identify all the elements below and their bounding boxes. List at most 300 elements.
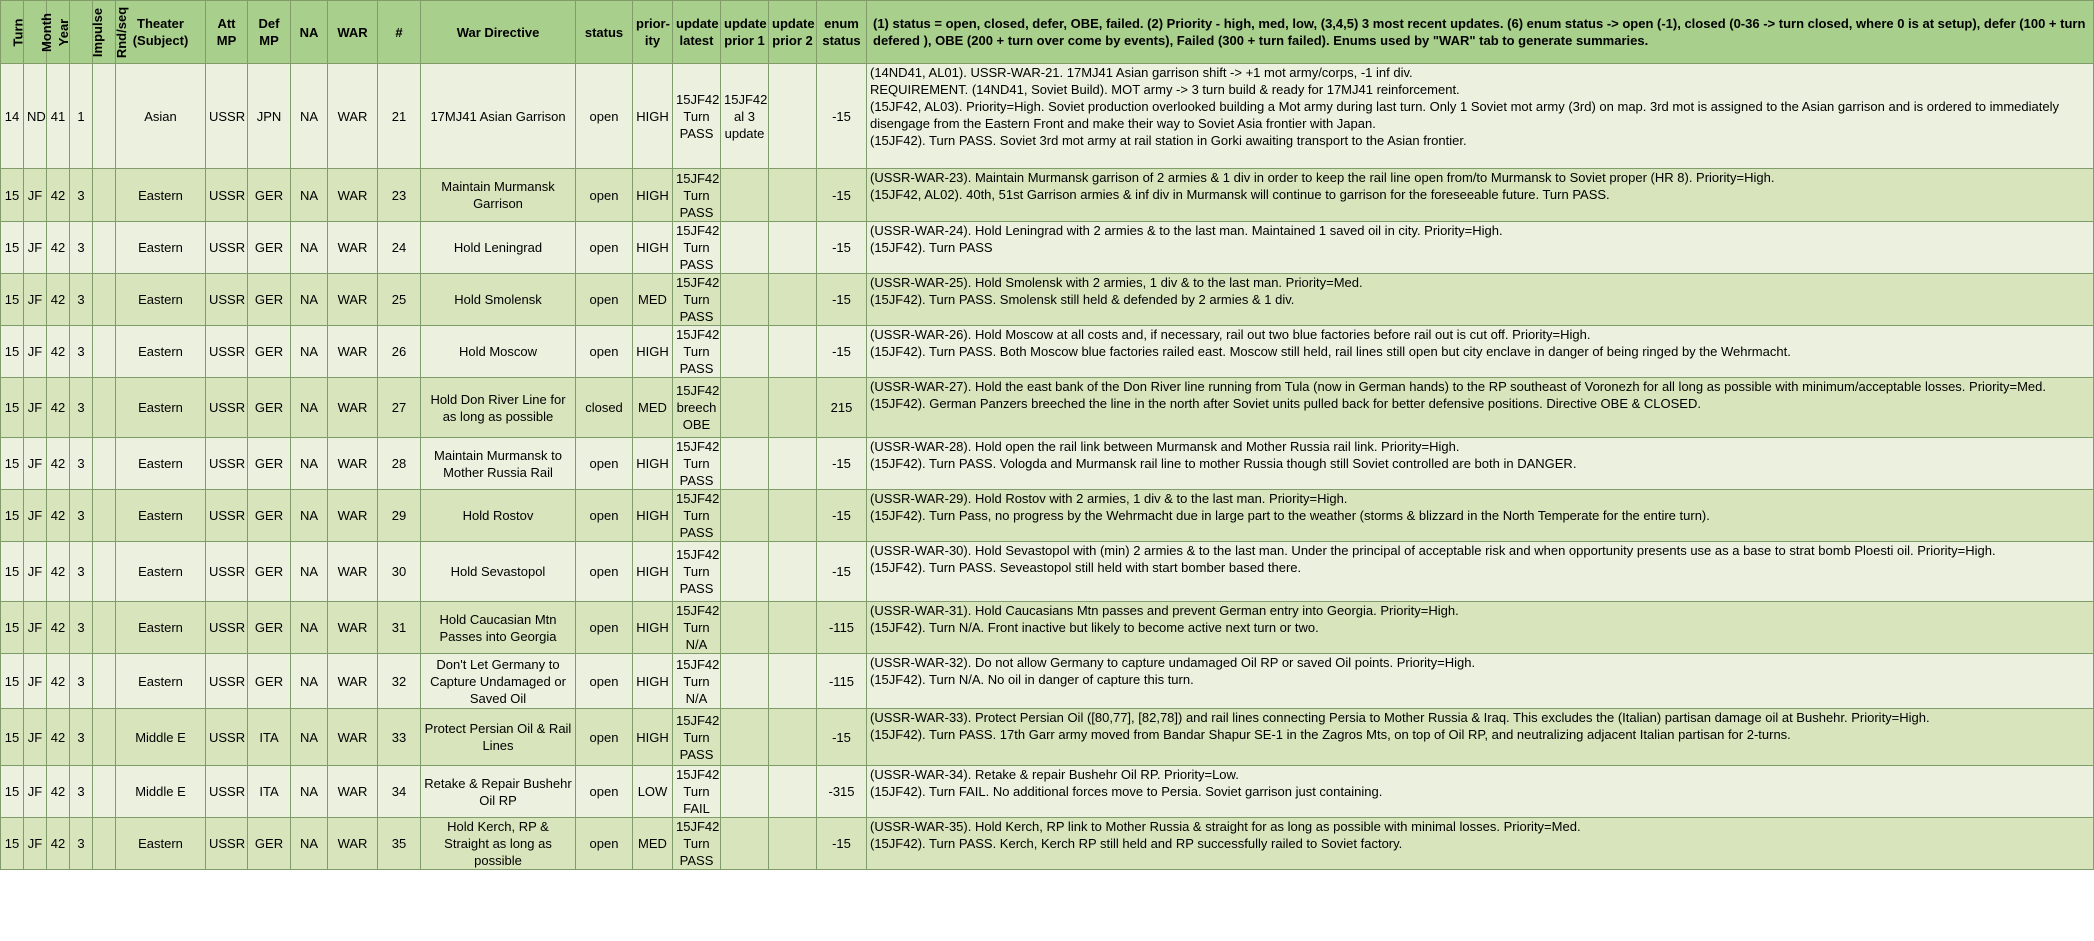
cell-notes[interactable]: [867, 766, 2094, 818]
col-header-update-prior2[interactable]: update prior 2: [769, 1, 817, 64]
cell-def-mp[interactable]: GER: [248, 274, 291, 326]
cell-rndseq[interactable]: [93, 326, 116, 378]
cell-status[interactable]: open: [576, 438, 633, 490]
cell-impulse[interactable]: 3: [70, 818, 93, 870]
cell-turn[interactable]: 15: [1, 438, 24, 490]
cell-notes[interactable]: [867, 378, 2094, 438]
col-header-att-mp[interactable]: Att MP: [206, 1, 248, 64]
cell-priority[interactable]: LOW: [633, 766, 673, 818]
cell-theater[interactable]: Eastern: [116, 490, 206, 542]
cell-theater[interactable]: Eastern: [116, 542, 206, 602]
col-header-priority[interactable]: prior-ity: [633, 1, 673, 64]
table-row[interactable]: [1, 602, 2094, 654]
table-row[interactable]: [1, 222, 2094, 274]
cell-month[interactable]: JF: [24, 818, 47, 870]
cell-update-prior1[interactable]: [721, 274, 769, 326]
cell-number[interactable]: 34: [378, 766, 421, 818]
cell-notes[interactable]: [867, 818, 2094, 870]
cell-update-latest[interactable]: [673, 490, 721, 542]
col-header-war[interactable]: WAR: [328, 1, 378, 64]
cell-status[interactable]: open: [576, 766, 633, 818]
cell-status[interactable]: open: [576, 542, 633, 602]
cell-enum-status[interactable]: -15: [817, 169, 867, 222]
cell-theater[interactable]: Eastern: [116, 326, 206, 378]
col-header-year[interactable]: Year: [47, 1, 70, 64]
cell-update-prior2[interactable]: [769, 378, 817, 438]
cell-update-prior1[interactable]: [721, 438, 769, 490]
cell-directive[interactable]: Don't Let Germany to Capture Undamaged or Saved Oil: [421, 654, 576, 709]
cell-war[interactable]: WAR: [328, 709, 378, 766]
cell-year[interactable]: 42: [47, 326, 70, 378]
cell-def-mp[interactable]: GER: [248, 490, 291, 542]
cell-att-mp[interactable]: USSR: [206, 542, 248, 602]
cell-update-latest[interactable]: [673, 274, 721, 326]
cell-directive[interactable]: Hold Leningrad: [421, 222, 576, 274]
cell-theater[interactable]: Middle E: [116, 709, 206, 766]
cell-notes[interactable]: [867, 490, 2094, 542]
cell-update-prior1[interactable]: [721, 818, 769, 870]
cell-att-mp[interactable]: USSR: [206, 818, 248, 870]
cell-war[interactable]: WAR: [328, 326, 378, 378]
cell-enum-status[interactable]: -15: [817, 222, 867, 274]
cell-notes[interactable]: [867, 542, 2094, 602]
cell-year[interactable]: 42: [47, 490, 70, 542]
table-row[interactable]: [1, 438, 2094, 490]
cell-turn[interactable]: 15: [1, 766, 24, 818]
cell-war[interactable]: WAR: [328, 602, 378, 654]
cell-notes[interactable]: [867, 654, 2094, 709]
cell-war[interactable]: WAR: [328, 654, 378, 709]
cell-month[interactable]: JF: [24, 490, 47, 542]
cell-def-mp[interactable]: GER: [248, 326, 291, 378]
cell-impulse[interactable]: 3: [70, 378, 93, 438]
cell-theater[interactable]: Eastern: [116, 818, 206, 870]
cell-impulse[interactable]: 3: [70, 766, 93, 818]
cell-month[interactable]: JF: [24, 169, 47, 222]
cell-theater[interactable]: Eastern: [116, 378, 206, 438]
cell-rndseq[interactable]: [93, 709, 116, 766]
cell-status[interactable]: open: [576, 274, 633, 326]
col-header-update-latest[interactable]: update latest: [673, 1, 721, 64]
cell-update-prior2[interactable]: [769, 818, 817, 870]
table-row[interactable]: [1, 709, 2094, 766]
col-header-month[interactable]: Month: [24, 1, 47, 64]
cell-update-prior1[interactable]: [721, 326, 769, 378]
cell-update-prior1[interactable]: [721, 222, 769, 274]
cell-theater[interactable]: Eastern: [116, 438, 206, 490]
cell-year[interactable]: 41: [47, 64, 70, 169]
cell-na[interactable]: NA: [291, 378, 328, 438]
cell-number[interactable]: 30: [378, 542, 421, 602]
cell-att-mp[interactable]: USSR: [206, 326, 248, 378]
cell-number[interactable]: 31: [378, 602, 421, 654]
cell-enum-status[interactable]: -15: [817, 274, 867, 326]
cell-priority[interactable]: HIGH: [633, 169, 673, 222]
cell-war[interactable]: WAR: [328, 818, 378, 870]
cell-att-mp[interactable]: USSR: [206, 274, 248, 326]
cell-def-mp[interactable]: GER: [248, 169, 291, 222]
cell-enum-status[interactable]: -15: [817, 64, 867, 169]
cell-month[interactable]: JF: [24, 542, 47, 602]
col-header-status[interactable]: status: [576, 1, 633, 64]
cell-war[interactable]: WAR: [328, 766, 378, 818]
cell-directive[interactable]: Protect Persian Oil & Rail Lines: [421, 709, 576, 766]
cell-impulse[interactable]: 3: [70, 438, 93, 490]
table-row[interactable]: [1, 818, 2094, 870]
cell-rndseq[interactable]: [93, 438, 116, 490]
cell-year[interactable]: 42: [47, 378, 70, 438]
cell-att-mp[interactable]: USSR: [206, 169, 248, 222]
cell-war[interactable]: WAR: [328, 274, 378, 326]
cell-notes[interactable]: [867, 222, 2094, 274]
cell-war[interactable]: WAR: [328, 542, 378, 602]
cell-priority[interactable]: HIGH: [633, 64, 673, 169]
cell-update-latest[interactable]: [673, 818, 721, 870]
cell-status[interactable]: open: [576, 490, 633, 542]
cell-att-mp[interactable]: USSR: [206, 378, 248, 438]
cell-notes[interactable]: [867, 274, 2094, 326]
cell-update-prior2[interactable]: [769, 542, 817, 602]
cell-turn[interactable]: 15: [1, 602, 24, 654]
cell-def-mp[interactable]: ITA: [248, 766, 291, 818]
cell-war[interactable]: WAR: [328, 490, 378, 542]
col-header-na[interactable]: NA: [291, 1, 328, 64]
cell-number[interactable]: 29: [378, 490, 421, 542]
cell-month[interactable]: JF: [24, 654, 47, 709]
cell-def-mp[interactable]: ITA: [248, 709, 291, 766]
cell-att-mp[interactable]: USSR: [206, 602, 248, 654]
cell-na[interactable]: NA: [291, 818, 328, 870]
cell-impulse[interactable]: 3: [70, 709, 93, 766]
cell-month[interactable]: ND: [24, 64, 47, 169]
cell-def-mp[interactable]: GER: [248, 222, 291, 274]
cell-turn[interactable]: 15: [1, 490, 24, 542]
cell-update-prior2[interactable]: [769, 274, 817, 326]
cell-status[interactable]: open: [576, 326, 633, 378]
cell-number[interactable]: 24: [378, 222, 421, 274]
cell-update-prior1[interactable]: [721, 169, 769, 222]
cell-war[interactable]: WAR: [328, 64, 378, 169]
cell-impulse[interactable]: 1: [70, 64, 93, 169]
cell-year[interactable]: 42: [47, 169, 70, 222]
col-header-directive[interactable]: War Directive: [421, 1, 576, 64]
cell-update-prior1[interactable]: [721, 654, 769, 709]
cell-enum-status[interactable]: -15: [817, 542, 867, 602]
cell-update-prior1[interactable]: [721, 490, 769, 542]
table-row[interactable]: [1, 274, 2094, 326]
cell-def-mp[interactable]: GER: [248, 542, 291, 602]
cell-turn[interactable]: 15: [1, 542, 24, 602]
cell-directive[interactable]: 17MJ41 Asian Garrison: [421, 64, 576, 169]
cell-year[interactable]: 42: [47, 766, 70, 818]
cell-att-mp[interactable]: USSR: [206, 438, 248, 490]
cell-priority[interactable]: HIGH: [633, 542, 673, 602]
cell-year[interactable]: 42: [47, 438, 70, 490]
cell-month[interactable]: JF: [24, 274, 47, 326]
cell-priority[interactable]: MED: [633, 274, 673, 326]
cell-def-mp[interactable]: GER: [248, 438, 291, 490]
cell-number[interactable]: 32: [378, 654, 421, 709]
cell-impulse[interactable]: 3: [70, 326, 93, 378]
col-header-update-prior1[interactable]: update prior 1: [721, 1, 769, 64]
cell-update-prior2[interactable]: [769, 438, 817, 490]
cell-enum-status[interactable]: -15: [817, 709, 867, 766]
cell-na[interactable]: NA: [291, 709, 328, 766]
cell-na[interactable]: NA: [291, 438, 328, 490]
cell-month[interactable]: JF: [24, 222, 47, 274]
cell-turn[interactable]: 15: [1, 326, 24, 378]
cell-impulse[interactable]: 3: [70, 222, 93, 274]
cell-priority[interactable]: HIGH: [633, 438, 673, 490]
cell-month[interactable]: JF: [24, 602, 47, 654]
cell-priority[interactable]: HIGH: [633, 490, 673, 542]
cell-turn[interactable]: 15: [1, 274, 24, 326]
cell-update-prior2[interactable]: [769, 709, 817, 766]
cell-turn[interactable]: 15: [1, 818, 24, 870]
cell-impulse[interactable]: 3: [70, 542, 93, 602]
cell-rndseq[interactable]: [93, 64, 116, 169]
cell-theater[interactable]: Middle E: [116, 766, 206, 818]
cell-notes[interactable]: [867, 326, 2094, 378]
cell-year[interactable]: 42: [47, 818, 70, 870]
cell-number[interactable]: 33: [378, 709, 421, 766]
table-row[interactable]: [1, 766, 2094, 818]
cell-def-mp[interactable]: GER: [248, 818, 291, 870]
table-row[interactable]: [1, 64, 2094, 169]
col-header-theater[interactable]: Theater (Subject): [116, 1, 206, 64]
cell-update-latest[interactable]: [673, 542, 721, 602]
cell-def-mp[interactable]: JPN: [248, 64, 291, 169]
cell-year[interactable]: 42: [47, 542, 70, 602]
cell-number[interactable]: 21: [378, 64, 421, 169]
cell-number[interactable]: 27: [378, 378, 421, 438]
cell-na[interactable]: NA: [291, 490, 328, 542]
cell-rndseq[interactable]: [93, 169, 116, 222]
cell-rndseq[interactable]: [93, 378, 116, 438]
cell-war[interactable]: WAR: [328, 169, 378, 222]
table-row[interactable]: [1, 378, 2094, 438]
cell-update-prior1[interactable]: [721, 766, 769, 818]
cell-na[interactable]: NA: [291, 602, 328, 654]
cell-priority[interactable]: HIGH: [633, 709, 673, 766]
cell-number[interactable]: 23: [378, 169, 421, 222]
cell-priority[interactable]: HIGH: [633, 326, 673, 378]
cell-theater[interactable]: Eastern: [116, 169, 206, 222]
cell-update-prior1[interactable]: [721, 378, 769, 438]
cell-rndseq[interactable]: [93, 766, 116, 818]
cell-update-latest[interactable]: [673, 438, 721, 490]
cell-theater[interactable]: Eastern: [116, 654, 206, 709]
col-header-enum-status[interactable]: enum status: [817, 1, 867, 64]
cell-update-prior2[interactable]: [769, 766, 817, 818]
cell-update-prior2[interactable]: [769, 602, 817, 654]
table-row[interactable]: [1, 490, 2094, 542]
cell-directive[interactable]: Hold Caucasian Mtn Passes into Georgia: [421, 602, 576, 654]
cell-notes[interactable]: [867, 602, 2094, 654]
cell-na[interactable]: NA: [291, 64, 328, 169]
cell-directive[interactable]: Hold Moscow: [421, 326, 576, 378]
cell-na[interactable]: NA: [291, 326, 328, 378]
col-header-rndseq[interactable]: Rnd/seq: [93, 1, 116, 64]
cell-year[interactable]: 42: [47, 602, 70, 654]
cell-turn[interactable]: 15: [1, 378, 24, 438]
cell-rndseq[interactable]: [93, 602, 116, 654]
cell-update-prior2[interactable]: [769, 490, 817, 542]
cell-priority[interactable]: HIGH: [633, 654, 673, 709]
cell-directive[interactable]: Retake & Repair Bushehr Oil RP: [421, 766, 576, 818]
cell-directive[interactable]: Hold Rostov: [421, 490, 576, 542]
cell-att-mp[interactable]: USSR: [206, 709, 248, 766]
cell-update-prior1[interactable]: [721, 602, 769, 654]
cell-turn[interactable]: 15: [1, 709, 24, 766]
cell-impulse[interactable]: 3: [70, 490, 93, 542]
cell-priority[interactable]: MED: [633, 818, 673, 870]
cell-rndseq[interactable]: [93, 490, 116, 542]
cell-month[interactable]: JF: [24, 438, 47, 490]
cell-update-prior2[interactable]: [769, 222, 817, 274]
cell-update-prior1[interactable]: [721, 64, 769, 169]
cell-turn[interactable]: 15: [1, 654, 24, 709]
cell-month[interactable]: JF: [24, 766, 47, 818]
cell-update-latest[interactable]: [673, 709, 721, 766]
cell-status[interactable]: open: [576, 222, 633, 274]
cell-update-prior2[interactable]: [769, 326, 817, 378]
cell-month[interactable]: JF: [24, 378, 47, 438]
cell-impulse[interactable]: 3: [70, 602, 93, 654]
cell-notes[interactable]: [867, 438, 2094, 490]
cell-update-latest[interactable]: [673, 64, 721, 169]
cell-directive[interactable]: Hold Don River Line for as long as possible: [421, 378, 576, 438]
cell-theater[interactable]: Asian: [116, 64, 206, 169]
cell-notes[interactable]: [867, 709, 2094, 766]
cell-status[interactable]: open: [576, 169, 633, 222]
cell-def-mp[interactable]: GER: [248, 654, 291, 709]
cell-update-prior2[interactable]: [769, 169, 817, 222]
cell-impulse[interactable]: 3: [70, 169, 93, 222]
cell-status[interactable]: open: [576, 818, 633, 870]
col-header-legend[interactable]: (1) status = open, closed, defer, OBE, failed. (2) Priority - high, med, low, (3,4,5) 3 most recent updates. (6) enum status -> open (-1), closed (0-36 -> turn closed, where 0 is at setup), defer (100 + turn defered ), OBE (200 + turn over come by events), Failed (300 + turn failed). Enums used by "WAR" tab to generate summaries.: [867, 1, 2094, 64]
cell-update-prior2[interactable]: [769, 64, 817, 169]
cell-priority[interactable]: HIGH: [633, 602, 673, 654]
col-header-impulse[interactable]: Impulse: [70, 1, 93, 64]
cell-att-mp[interactable]: USSR: [206, 654, 248, 709]
cell-enum-status[interactable]: -315: [817, 766, 867, 818]
cell-directive[interactable]: Hold Sevastopol: [421, 542, 576, 602]
cell-war[interactable]: WAR: [328, 222, 378, 274]
cell-att-mp[interactable]: USSR: [206, 490, 248, 542]
cell-impulse[interactable]: 3: [70, 274, 93, 326]
note-line: (15JF42). Turn PASS. Both Moscow blue factories railed east. Moscow still held, rail lines still open but city enclave in danger of being ringed by the Wehrmacht.: [870, 344, 1791, 359]
cell-year[interactable]: 42: [47, 274, 70, 326]
cell-year[interactable]: 42: [47, 222, 70, 274]
cell-status[interactable]: open: [576, 64, 633, 169]
cell-update-prior1[interactable]: [721, 542, 769, 602]
col-header-number[interactable]: #: [378, 1, 421, 64]
cell-update-latest[interactable]: [673, 326, 721, 378]
cell-year[interactable]: 42: [47, 654, 70, 709]
cell-number[interactable]: 26: [378, 326, 421, 378]
cell-priority[interactable]: MED: [633, 378, 673, 438]
cell-rndseq[interactable]: [93, 818, 116, 870]
cell-att-mp[interactable]: USSR: [206, 222, 248, 274]
cell-war[interactable]: WAR: [328, 378, 378, 438]
cell-year[interactable]: 42: [47, 709, 70, 766]
cell-number[interactable]: 28: [378, 438, 421, 490]
cell-rndseq[interactable]: [93, 222, 116, 274]
cell-theater[interactable]: Eastern: [116, 602, 206, 654]
cell-na[interactable]: NA: [291, 169, 328, 222]
cell-notes[interactable]: [867, 169, 2094, 222]
cell-turn[interactable]: 15: [1, 169, 24, 222]
cell-enum-status[interactable]: -15: [817, 818, 867, 870]
cell-na[interactable]: NA: [291, 542, 328, 602]
cell-update-latest[interactable]: [673, 654, 721, 709]
cell-enum-status[interactable]: -115: [817, 602, 867, 654]
cell-priority[interactable]: HIGH: [633, 222, 673, 274]
cell-directive[interactable]: Maintain Murmansk Garrison: [421, 169, 576, 222]
cell-rndseq[interactable]: [93, 654, 116, 709]
cell-number[interactable]: 25: [378, 274, 421, 326]
cell-update-latest[interactable]: [673, 378, 721, 438]
cell-def-mp[interactable]: GER: [248, 378, 291, 438]
cell-update-prior2[interactable]: [769, 654, 817, 709]
col-header-turn[interactable]: Turn: [1, 1, 24, 64]
cell-att-mp[interactable]: USSR: [206, 64, 248, 169]
cell-number[interactable]: 35: [378, 818, 421, 870]
cell-enum-status[interactable]: -15: [817, 438, 867, 490]
cell-status[interactable]: open: [576, 602, 633, 654]
cell-enum-status[interactable]: -115: [817, 654, 867, 709]
table-row[interactable]: [1, 542, 2094, 602]
cell-update-latest[interactable]: [673, 222, 721, 274]
cell-status[interactable]: open: [576, 709, 633, 766]
cell-update-latest[interactable]: [673, 602, 721, 654]
cell-directive[interactable]: Hold Kerch, RP & Straight as long as possible: [421, 818, 576, 870]
cell-status[interactable]: open: [576, 654, 633, 709]
cell-turn[interactable]: 15: [1, 222, 24, 274]
cell-theater[interactable]: Eastern: [116, 274, 206, 326]
cell-na[interactable]: NA: [291, 274, 328, 326]
cell-status[interactable]: closed: [576, 378, 633, 438]
cell-rndseq[interactable]: [93, 542, 116, 602]
cell-war[interactable]: WAR: [328, 438, 378, 490]
cell-att-mp[interactable]: USSR: [206, 766, 248, 818]
cell-directive[interactable]: Hold Smolensk: [421, 274, 576, 326]
cell-notes[interactable]: [867, 64, 2094, 169]
cell-enum-status[interactable]: 215: [817, 378, 867, 438]
cell-rndseq[interactable]: [93, 274, 116, 326]
cell-month[interactable]: JF: [24, 326, 47, 378]
cell-update-prior1[interactable]: [721, 709, 769, 766]
cell-na[interactable]: NA: [291, 222, 328, 274]
cell-def-mp[interactable]: GER: [248, 602, 291, 654]
cell-month[interactable]: JF: [24, 709, 47, 766]
cell-enum-status[interactable]: -15: [817, 490, 867, 542]
cell-theater[interactable]: Eastern: [116, 222, 206, 274]
cell-impulse[interactable]: 3: [70, 654, 93, 709]
cell-na[interactable]: NA: [291, 654, 328, 709]
table-row[interactable]: [1, 169, 2094, 222]
cell-na[interactable]: NA: [291, 766, 328, 818]
table-row[interactable]: [1, 326, 2094, 378]
cell-directive[interactable]: Maintain Murmansk to Mother Russia Rail: [421, 438, 576, 490]
table-row[interactable]: [1, 654, 2094, 709]
cell-turn[interactable]: 14: [1, 64, 24, 169]
cell-enum-status[interactable]: -15: [817, 326, 867, 378]
cell-update-latest[interactable]: [673, 766, 721, 818]
col-header-def-mp[interactable]: Def MP: [248, 1, 291, 64]
cell-update-latest[interactable]: [673, 169, 721, 222]
